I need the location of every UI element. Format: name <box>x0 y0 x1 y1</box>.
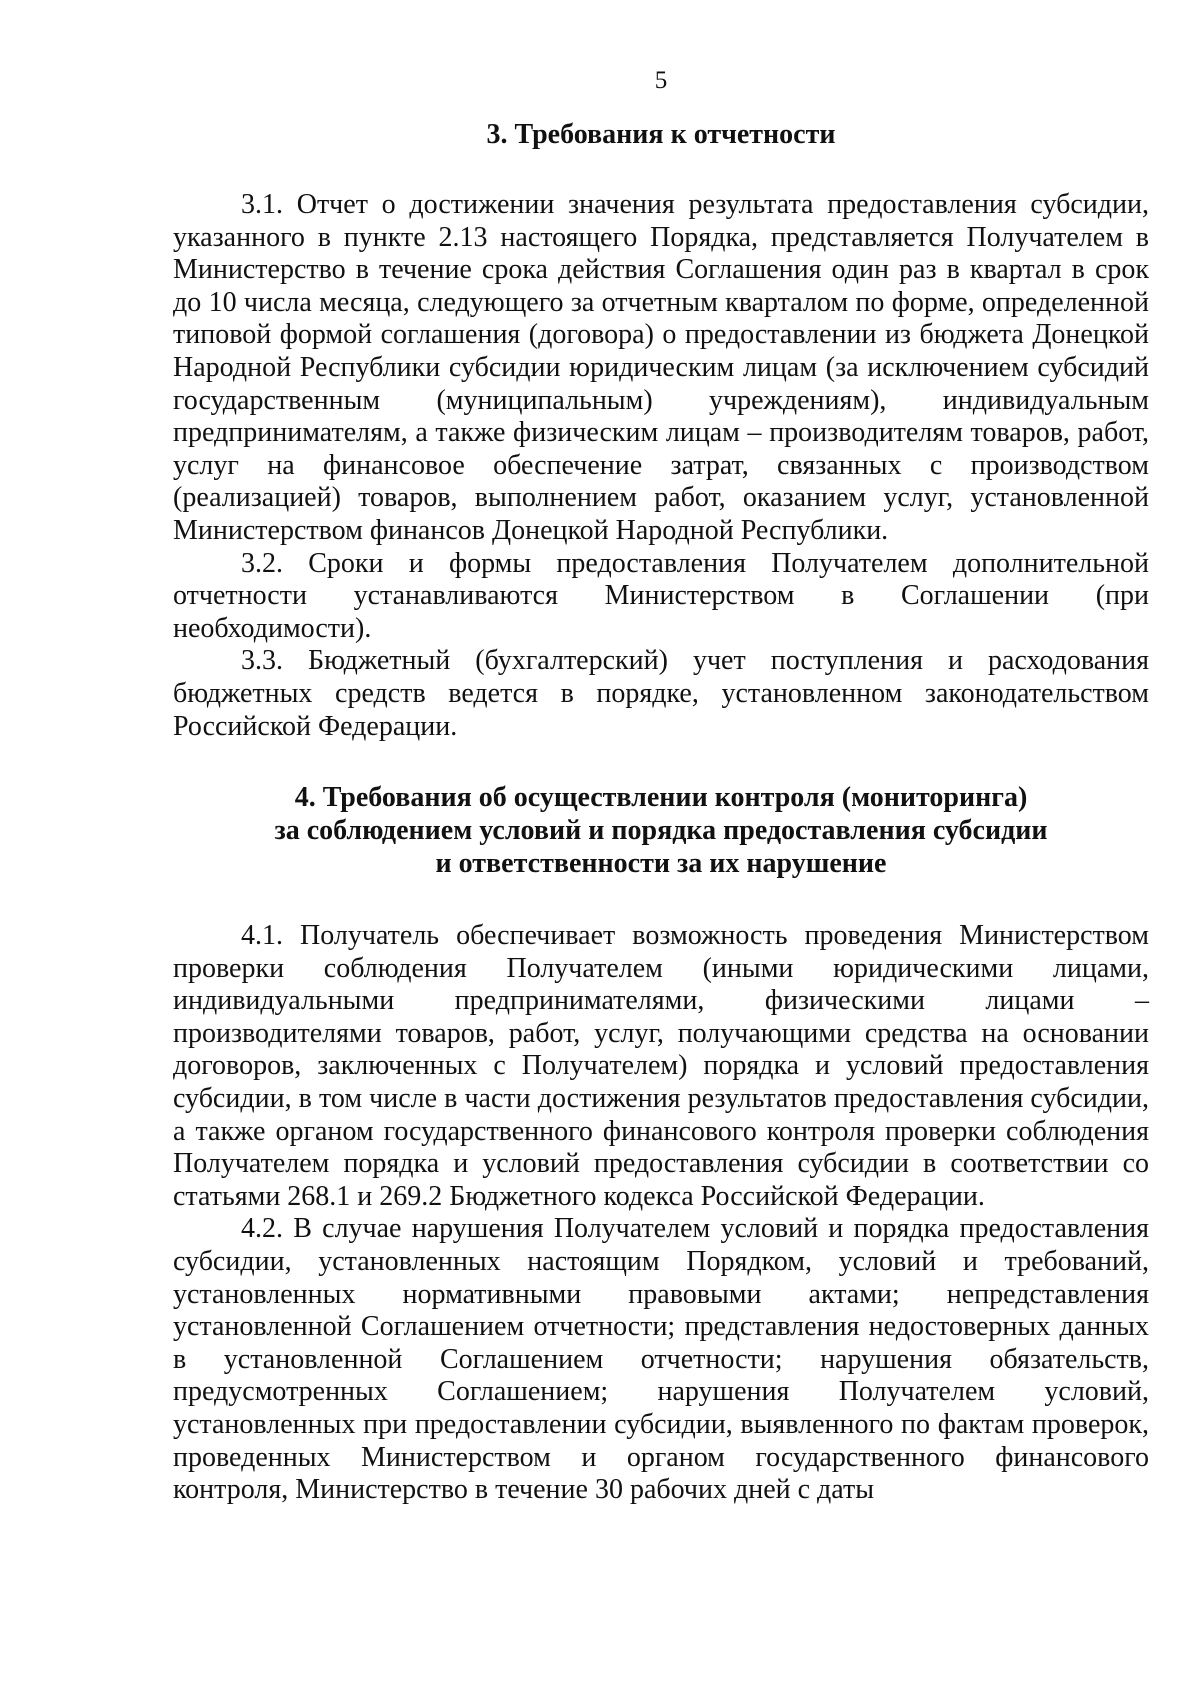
section-4-heading-line-3: и ответственности за их нарушение <box>435 848 887 880</box>
section-4-heading-line-1: 4. Требования об осуществлении контроля (мониторинга) <box>294 782 1028 814</box>
clause-3-2: 3.2. Сроки и формы предоставления Получателем дополнительной отчетности устанавливаются Министерством в Соглашении (при необходимости). <box>173 547 1149 644</box>
section-4-heading-line-2: за соблюдением условий и порядка предоставления субсидии <box>274 815 1048 847</box>
document-page <box>173 66 1149 1507</box>
section-4-heading <box>173 781 1149 880</box>
clause-3-3: 3.3. Бюджетный (бухгалтерский) учет поступления и расходования бюджетных средств ведется в порядке, установленном законодательством Российской Федерации. <box>173 645 1149 742</box>
page-number: 5 <box>654 67 668 94</box>
clause-4-2: 4.2. В случае нарушения Получателем условий и порядка предоставления субсидии, установленных настоящим Порядком, условий и требований, установленных нормативными правовыми актами; непредставления установленной Соглашением отчетности; представления недостоверных данных в установленной Соглашением отчетности; нарушения обязательств, предусмотренных Соглашением; нарушения Получателем условий, установленных при предоставлении субсидии, выявленного по фактам проверок, проведенных Министерством и органом государственного финансового контроля, Министерство в течение 30 рабочих дней с даты <box>173 1213 1149 1506</box>
section-3-heading: 3. Требования к отчетности <box>486 119 836 150</box>
clause-4-1: 4.1. Получатель обеспечивает возможность проведения Министерством проверки соблюдения Получателем (иными юридическими лицами, индивидуальными предпринимателями, физическими лицами – производителями товаров, работ, услуг, получающими средства на основании договоров, заключенных с Получателем) порядка и условий предоставления субсидии, в том числе в части достижения результатов предоставления субсидии, а также органом государственного финансового контроля проверки соблюдения Получателем порядка и условий предоставления субсидии в соответствии со статьями 268.1 и 269.2 Бюджетного кодекса Российской Федерации. <box>173 920 1149 1212</box>
clause-3-1: 3.1. Отчет о достижении значения результата предоставления субсидии, указанного в пункте 2.13 настоящего Порядка, представляется Получателем в Министерство в течение срока действия Соглашения один раз в квартал в срок до 10 числа месяца, следующего за отчетным кварталом по форме, определенной типовой формой соглашения (договора) о предоставлении из бюджета Донецкой Народной Республики субсидии юридическим лицам (за исключением субсидий государственным (муниципальным) учреждениям), индивидуальным предпринимателям, а также физическим лицам – производителям товаров, работ, услуг на финансовое обеспечение затрат, связанных с производством (реализацией) товаров, выполнением работ, оказанием услуг, установленной Министерством финансов Донецкой Народной Республики. <box>173 189 1149 546</box>
